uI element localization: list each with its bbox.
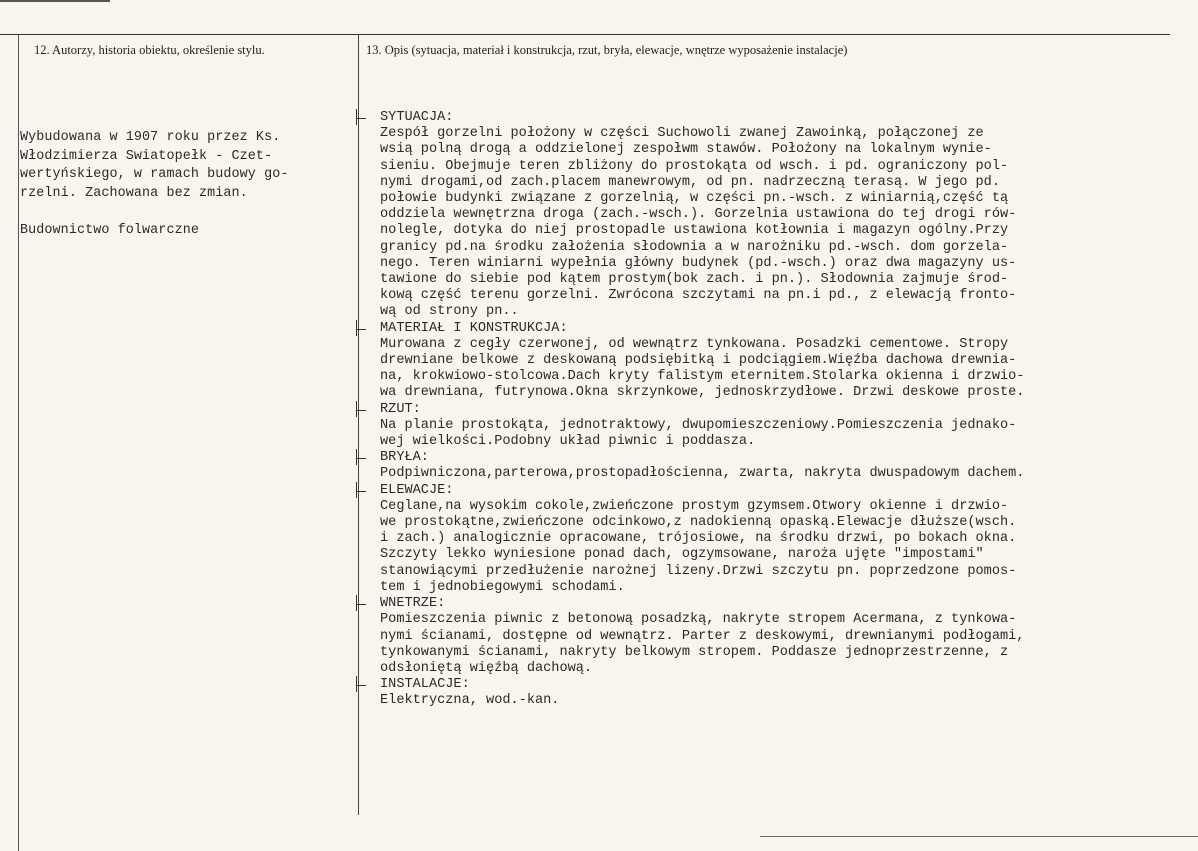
section-heading-text: SYTUACJA: — [380, 110, 454, 125]
bottom-rule — [760, 836, 1198, 837]
section-line: drewniane belkowe z deskowaną podsiębitką i podciągiem.Więźba dachowa drewnia- — [380, 353, 1017, 369]
column-13-header: 13. Opis (sytuacja, materiał i konstrukcja, rzut, bryła, elewacje, wnętrze wyposażenie instalacje) — [366, 43, 848, 57]
section-line: odsłoniętą więźbą dachową. — [380, 660, 593, 676]
section-line: połowie budynki związane z gorzelnią, w części pn.-wsch. z winiarnią,część tą — [380, 191, 1009, 207]
section-marker — [356, 676, 357, 692]
section-heading — [356, 110, 1196, 126]
section-heading — [356, 402, 1196, 418]
section-line: na, krokwiowo-stolcowa.Dach kryty falistym eternitem.Stolarka okienna i drzwio- — [380, 369, 1025, 385]
section-marker — [356, 109, 357, 125]
section-line: nymi drogami,od zach.placem manewrowym, od pn. nadrzeczną terasą. W jego pd. — [380, 174, 1000, 190]
section-heading — [356, 483, 1196, 499]
history-line: rzelni. Zachowana bez zmian. — [20, 185, 248, 201]
history-line: Włodzimierza Swiatopełk - Czet- — [20, 148, 273, 164]
section-line: tawione do siebie pod kątem prostym(bok zach. i pn.). Słodownia zajmuje środ- — [380, 272, 1009, 288]
section-heading-text: BRYŁA: — [380, 450, 429, 466]
section-sytuacja — [356, 110, 1196, 321]
section-line: wsią polną drogą a oddzielonej zespołwm stawów. Położony na lokalnym wynie- — [380, 142, 992, 158]
section-line: stanowiącymi przedłużenie narożnej lizeny.Drzwi szczytu pn. poprzedzone pomos- — [380, 563, 1017, 579]
section-line: Murowana z cegły czerwonej, od wewnątrz tynkowana. Posadzki cementowe. Stropy — [380, 336, 1009, 352]
section-line: nymi ścianami, dostępne od wewnątrz. Parter z deskowymi, drewnianymi podłogami, — [380, 628, 1025, 644]
history-line: wertyńskiego, w ramach budowy go- — [20, 167, 289, 182]
section-marker — [356, 329, 366, 330]
left-border — [18, 35, 19, 851]
section-heading-text: MATERIAŁ I KONSTRUKCJA: — [380, 320, 568, 336]
description-column — [356, 110, 1196, 710]
section-heading — [356, 596, 1196, 612]
section-instalacje — [356, 677, 1196, 709]
section-rzut — [356, 402, 1196, 451]
section-bryła — [356, 450, 1196, 482]
section-line: granicy pd.na środku założenia słodownia a w narożniku pd.-wsch. dom gorzela- — [380, 239, 1009, 255]
section-line: kową część terenu gorzelni. Zwrócona szczytami na pn.i pd., z elewacją fronto- — [380, 288, 1017, 304]
section-heading — [356, 321, 1196, 337]
section-line: Zespół gorzelni położony w części Suchowoli zwanej Zawoinką, połączonej ze — [380, 126, 984, 142]
section-line: Szczyty lekko wyniesione ponad dach, ogzymsowane, naroża ujęte "impostami" — [380, 547, 984, 563]
section-line: Na planie prostokąta, jednotraktowy, dwupomieszczeniowy.Pomieszczenia jednako- — [380, 417, 1017, 433]
section-marker — [356, 491, 366, 492]
section-line: we prostokątne,zwieńczone odcinkowo,z nadokienną opaską.Elewacje dłuższe(wsch. — [380, 515, 1017, 531]
section-wnetrze — [356, 596, 1196, 677]
section-marker — [356, 482, 357, 498]
corner-mark — [0, 0, 110, 2]
section-marker — [356, 401, 357, 417]
section-line: nego. Teren winiarni wypełnia główny budynek (pd.-wsch.) oraz dwa magazyny us- — [380, 255, 1017, 271]
section-line: tynkowanymi ścianami, nakryty belkowym stropem. Poddasze jednoprzestrzenne, z — [380, 644, 1009, 660]
section-line: wej wielkości.Podobny układ piwnic i poddasza. — [380, 434, 756, 450]
section-line: wa drewniana, futrynowa.Okna skrzynkowe, jednoskrzydłowe. Drzwi deskowe proste. — [380, 385, 1025, 401]
section-line: Podpiwniczona,parterowa,prostopadłościenna, zwarta, nakryta dwuspadowym dachem. — [380, 466, 1025, 482]
section-line: Pomieszczenia piwnic z betonową posadzką, nakryte stropem Acermana, z tynkowa- — [380, 612, 1017, 628]
column-12-header: 12. Autorzy, historia obiektu, określenie stylu. — [34, 43, 265, 57]
section-marker — [356, 685, 366, 686]
section-line: nolegle, dotyka do niej prostopadle ustawiona kotłownia i magazyn ogólny.Przy — [380, 223, 1009, 239]
section-heading-text: RZUT: — [380, 401, 421, 417]
section-line: tem i jednobiegowymi schodami. — [380, 579, 625, 595]
section-elewacje — [356, 483, 1196, 596]
style-paragraph: Budownictwo folwarczne — [20, 222, 199, 238]
history-paragraph — [20, 129, 355, 203]
section-materiał-i-konstrukcja — [356, 321, 1196, 402]
section-marker — [356, 118, 366, 119]
section-marker — [356, 320, 357, 336]
section-heading — [356, 450, 1196, 466]
section-marker — [356, 410, 366, 411]
history-column — [20, 129, 355, 259]
section-line: Elektryczna, wod.-kan. — [380, 693, 560, 709]
section-marker — [356, 458, 366, 459]
section-line: wą od strony pn.. — [380, 304, 519, 320]
section-heading-text: INSTALACJE: — [380, 677, 470, 693]
history-line: Wybudowana w 1907 roku przez Ks. — [20, 130, 281, 145]
section-line: sieniu. Obejmuje teren zbliżony do prostokąta od wsch. i pd. ograniczony pol- — [380, 158, 1009, 174]
section-marker — [356, 449, 357, 465]
section-heading — [356, 677, 1196, 693]
section-marker — [356, 595, 357, 611]
section-line: Ceglane,na wysokim cokole,zwieńczone prostym gzymsem.Otwory okienne i drzwio- — [380, 498, 1009, 514]
top-rule — [0, 34, 1170, 35]
section-line: i zach.) analogicznie opracowane, trójosiowe, na środku drzwi, po bokach okna. — [380, 531, 1017, 547]
section-heading-text: ELEWACJE: — [380, 482, 454, 498]
section-line: oddziela wewnętrzna droga (zach.-wsch.). Gorzelnia ustawiona do tej drogi rów- — [380, 207, 1017, 223]
section-marker — [356, 604, 366, 605]
section-heading-text: WNETRZE: — [380, 596, 446, 612]
